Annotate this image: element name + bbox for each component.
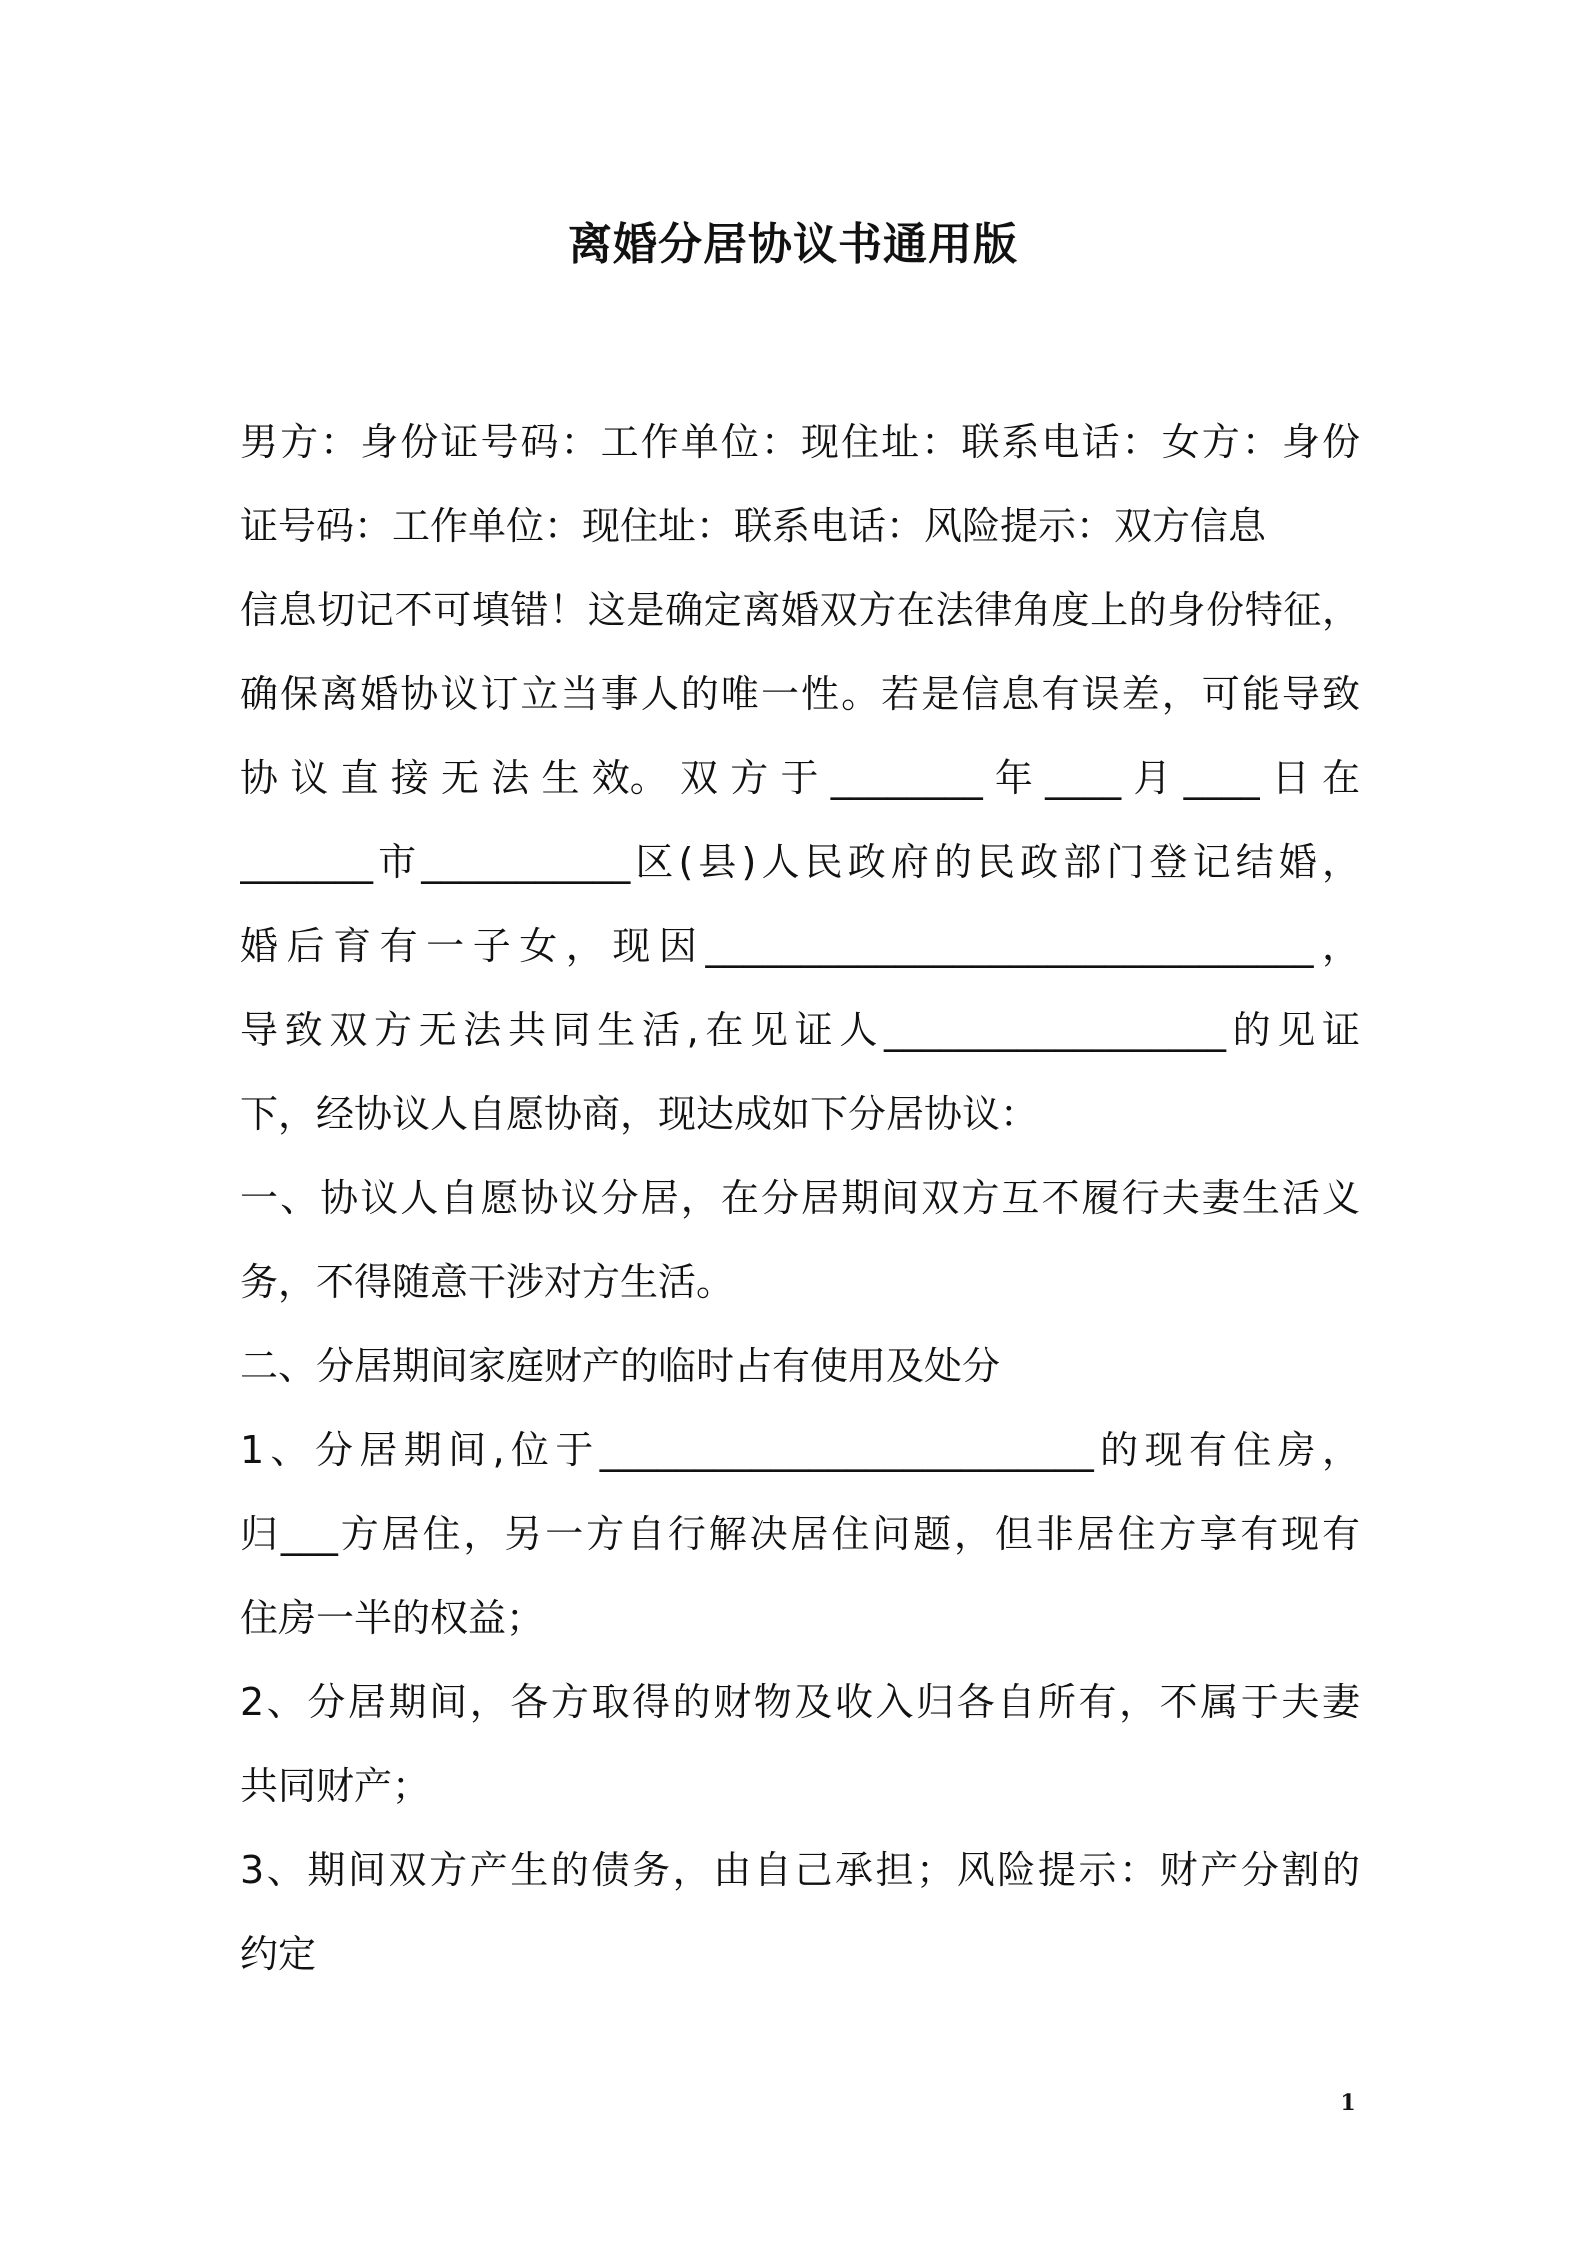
text-line: 共同财产； [240,1764,431,1808]
text-line: 证号码：工作单位：现住址：联系电话：风险提示：双方信息 [240,504,1267,548]
page-number: 1 [1340,2090,1356,2116]
text-line: 导致双方无法共同生活,在见证人__________________的见证 [240,1008,1360,1052]
text-line: 信息切记不可填错！这是确定离婚双方在法律角度上的身份特征， [240,588,1360,632]
text-line: 协 议 直 接 无 法 生 效。 双 方 于 ________ 年 ____ 月 ____ 日 在 [240,756,1360,800]
text-line: 1、分居期间,位于__________________________的现有住房， [240,1428,1360,1472]
text-line: 2、分居期间，各方取得的财物及收入归各自所有，不属于夫妻 [240,1680,1360,1724]
text-line: 归___方居住，另一方自行解决居住问题，但非居住方享有现有 [240,1512,1360,1556]
text-line: 二、分居期间家庭财产的临时占有使用及处分 [240,1344,1001,1388]
text-line: 约定 [240,1932,317,1976]
text-line: _______市___________区(县)人民政府的民政部门登记结婚， [240,840,1360,884]
text-line: 务，不得随意干涉对方生活。 [240,1260,735,1304]
text-line: 确保离婚协议订立当事人的唯一性。若是信息有误差，可能导致 [240,672,1360,716]
text-line: 婚后育有一子女，现因________________________________， [240,924,1360,968]
text-line: 住房一半的权益； [240,1596,545,1640]
text-line: 3、期间双方产生的债务，由自己承担；风险提示：财产分割的 [240,1848,1360,1892]
document-title: 离婚分居协议书通用版 [568,219,1018,270]
text-line: 一、协议人自愿协议分居，在分居期间双方互不履行夫妻生活义 [240,1176,1360,1220]
document-body [240,400,1360,1996]
text-line: 男方：身份证号码：工作单位：现住址：联系电话：女方：身份 [240,420,1360,464]
text-line: 下，经协议人自愿协商，现达成如下分居协议： [240,1092,1039,1136]
